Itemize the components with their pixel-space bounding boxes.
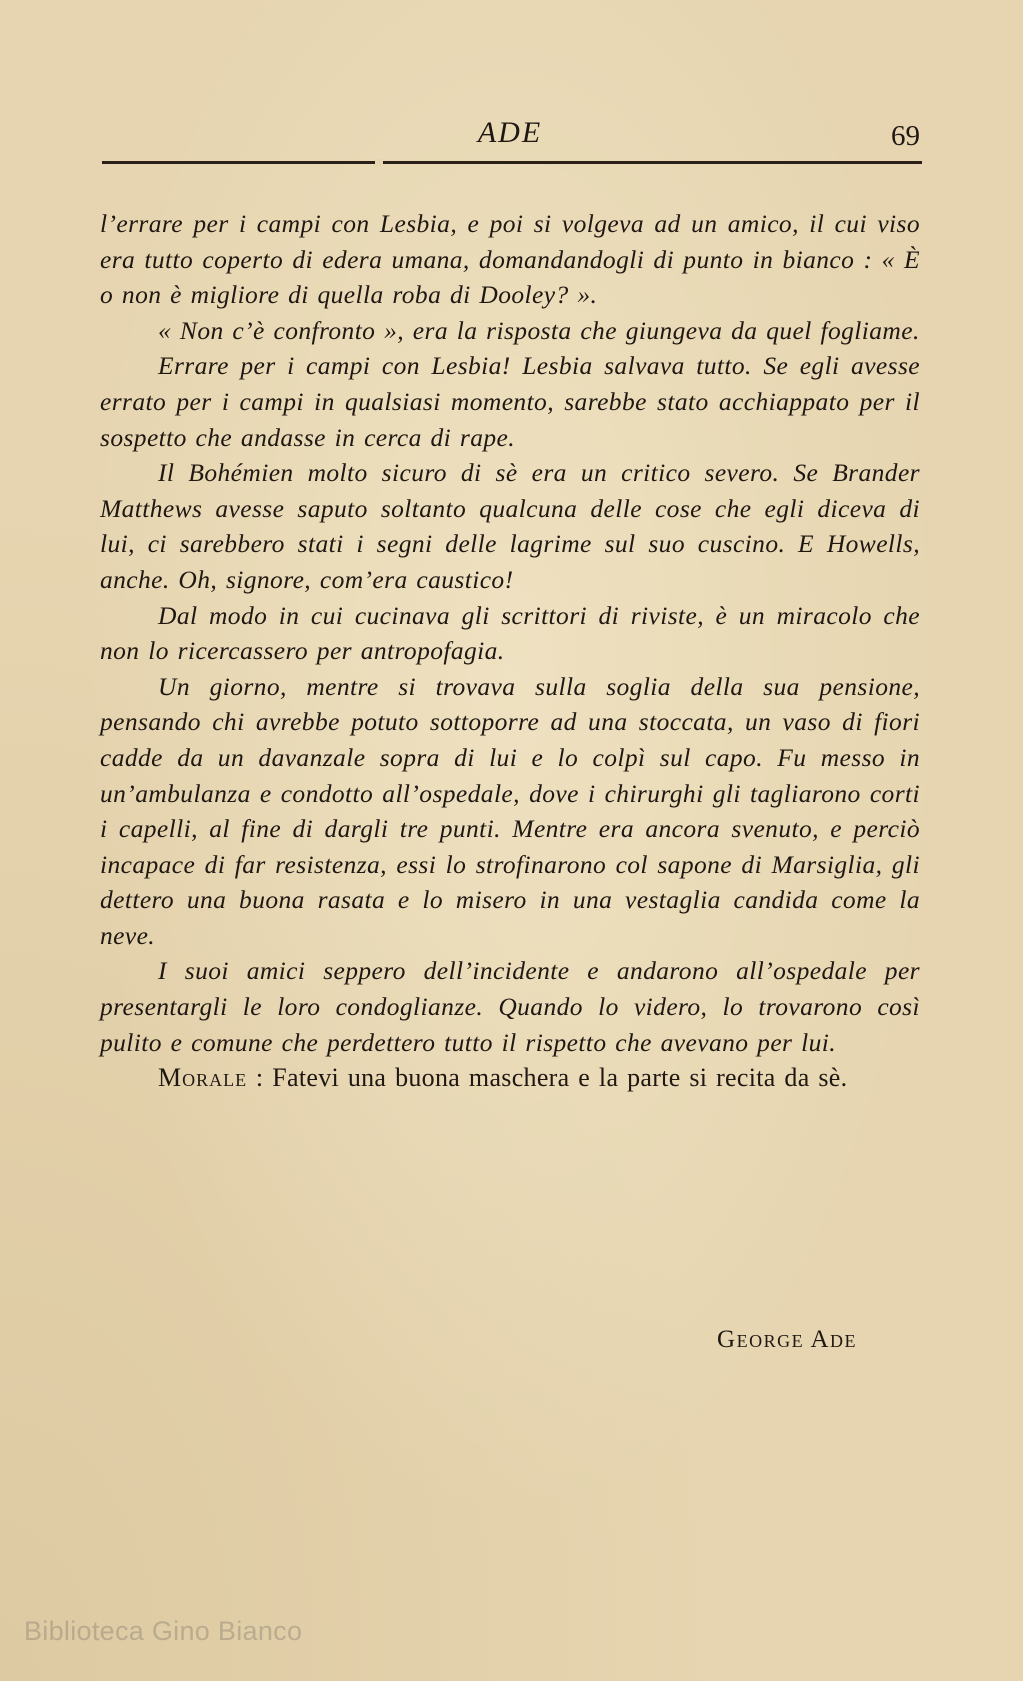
body-text bbox=[100, 206, 920, 1096]
moral-paragraph bbox=[100, 1060, 920, 1096]
header-rule-gap bbox=[375, 159, 383, 166]
paragraph-6: Un giorno, mentre si trovava sulla soglia della sua pensione, pensando chi avrebbe potuto sottoporre ad una stoccata, un vaso di fiori cadde da un davanzale sopra di lui e lo colpì sul capo. Fu messo in un’ambulanza e condotto all’ospedale, dove i chirurghi gli tagliarono corti i capelli, al fine di dargli tre punti. Mentre era ancora svenuto, e perciò incapace di far resistenza, essi lo strofinarono col sapone di Marsiglia, gli dettero una buona rasata e lo misero in una vestaglia candida come la neve. bbox=[100, 671, 920, 950]
running-title: ADE bbox=[477, 116, 543, 149]
paragraph-1: l’errare per i campi con Lesbia, e poi si volgeva ad un amico, il cui viso era tutto coperto di edera umana, domandandogli di punto in bianco : « È o non è migliore di quella roba di Dooley? ». bbox=[100, 209, 920, 310]
paragraph-5: Dal modo in cui cucinava gli scrittori di riviste, è un miracolo che non lo ricercassero per antropofagia. bbox=[100, 600, 920, 666]
moral-label: Morale bbox=[158, 1063, 248, 1093]
header-rule bbox=[102, 161, 922, 164]
author-signature: George Ade bbox=[717, 1326, 857, 1353]
moral-separator: : bbox=[247, 1063, 273, 1093]
library-watermark: Biblioteca Gino Bianco bbox=[24, 1616, 303, 1646]
moral-text: Fatevi una buona maschera e la parte si recita da sè. bbox=[272, 1063, 848, 1093]
paragraph-2: « Non c’è confronto », era la risposta che giungeva da quel fogliame. bbox=[158, 315, 920, 345]
running-head bbox=[100, 112, 920, 152]
paragraph-4: Il Bohémien molto sicuro di sè era un critico severo. Se Brander Matthews avesse saputo soltanto qualcuna delle cose che egli diceva di lui, ci sarebbero stati i segni delle lagrime sul suo cuscino. E Howells, anche. Oh, signore, com’era caustico! bbox=[100, 458, 920, 594]
paragraph-7: I suoi amici seppero dell’incidente e andarono all’ospedale per presentargli le loro condoglianze. Quando lo videro, lo trovarono così pulito e comune che perdettero tutto il rispetto che avevano per lui. bbox=[100, 956, 920, 1057]
page-number: 69 bbox=[891, 120, 920, 152]
paragraph-3: Errare per i campi con Lesbia! Lesbia salvava tutto. Se egli avesse errato per i campi in qualsiasi momento, sarebbe stato acchiappato per il sospetto che andasse in cerca di rape. bbox=[100, 351, 920, 452]
